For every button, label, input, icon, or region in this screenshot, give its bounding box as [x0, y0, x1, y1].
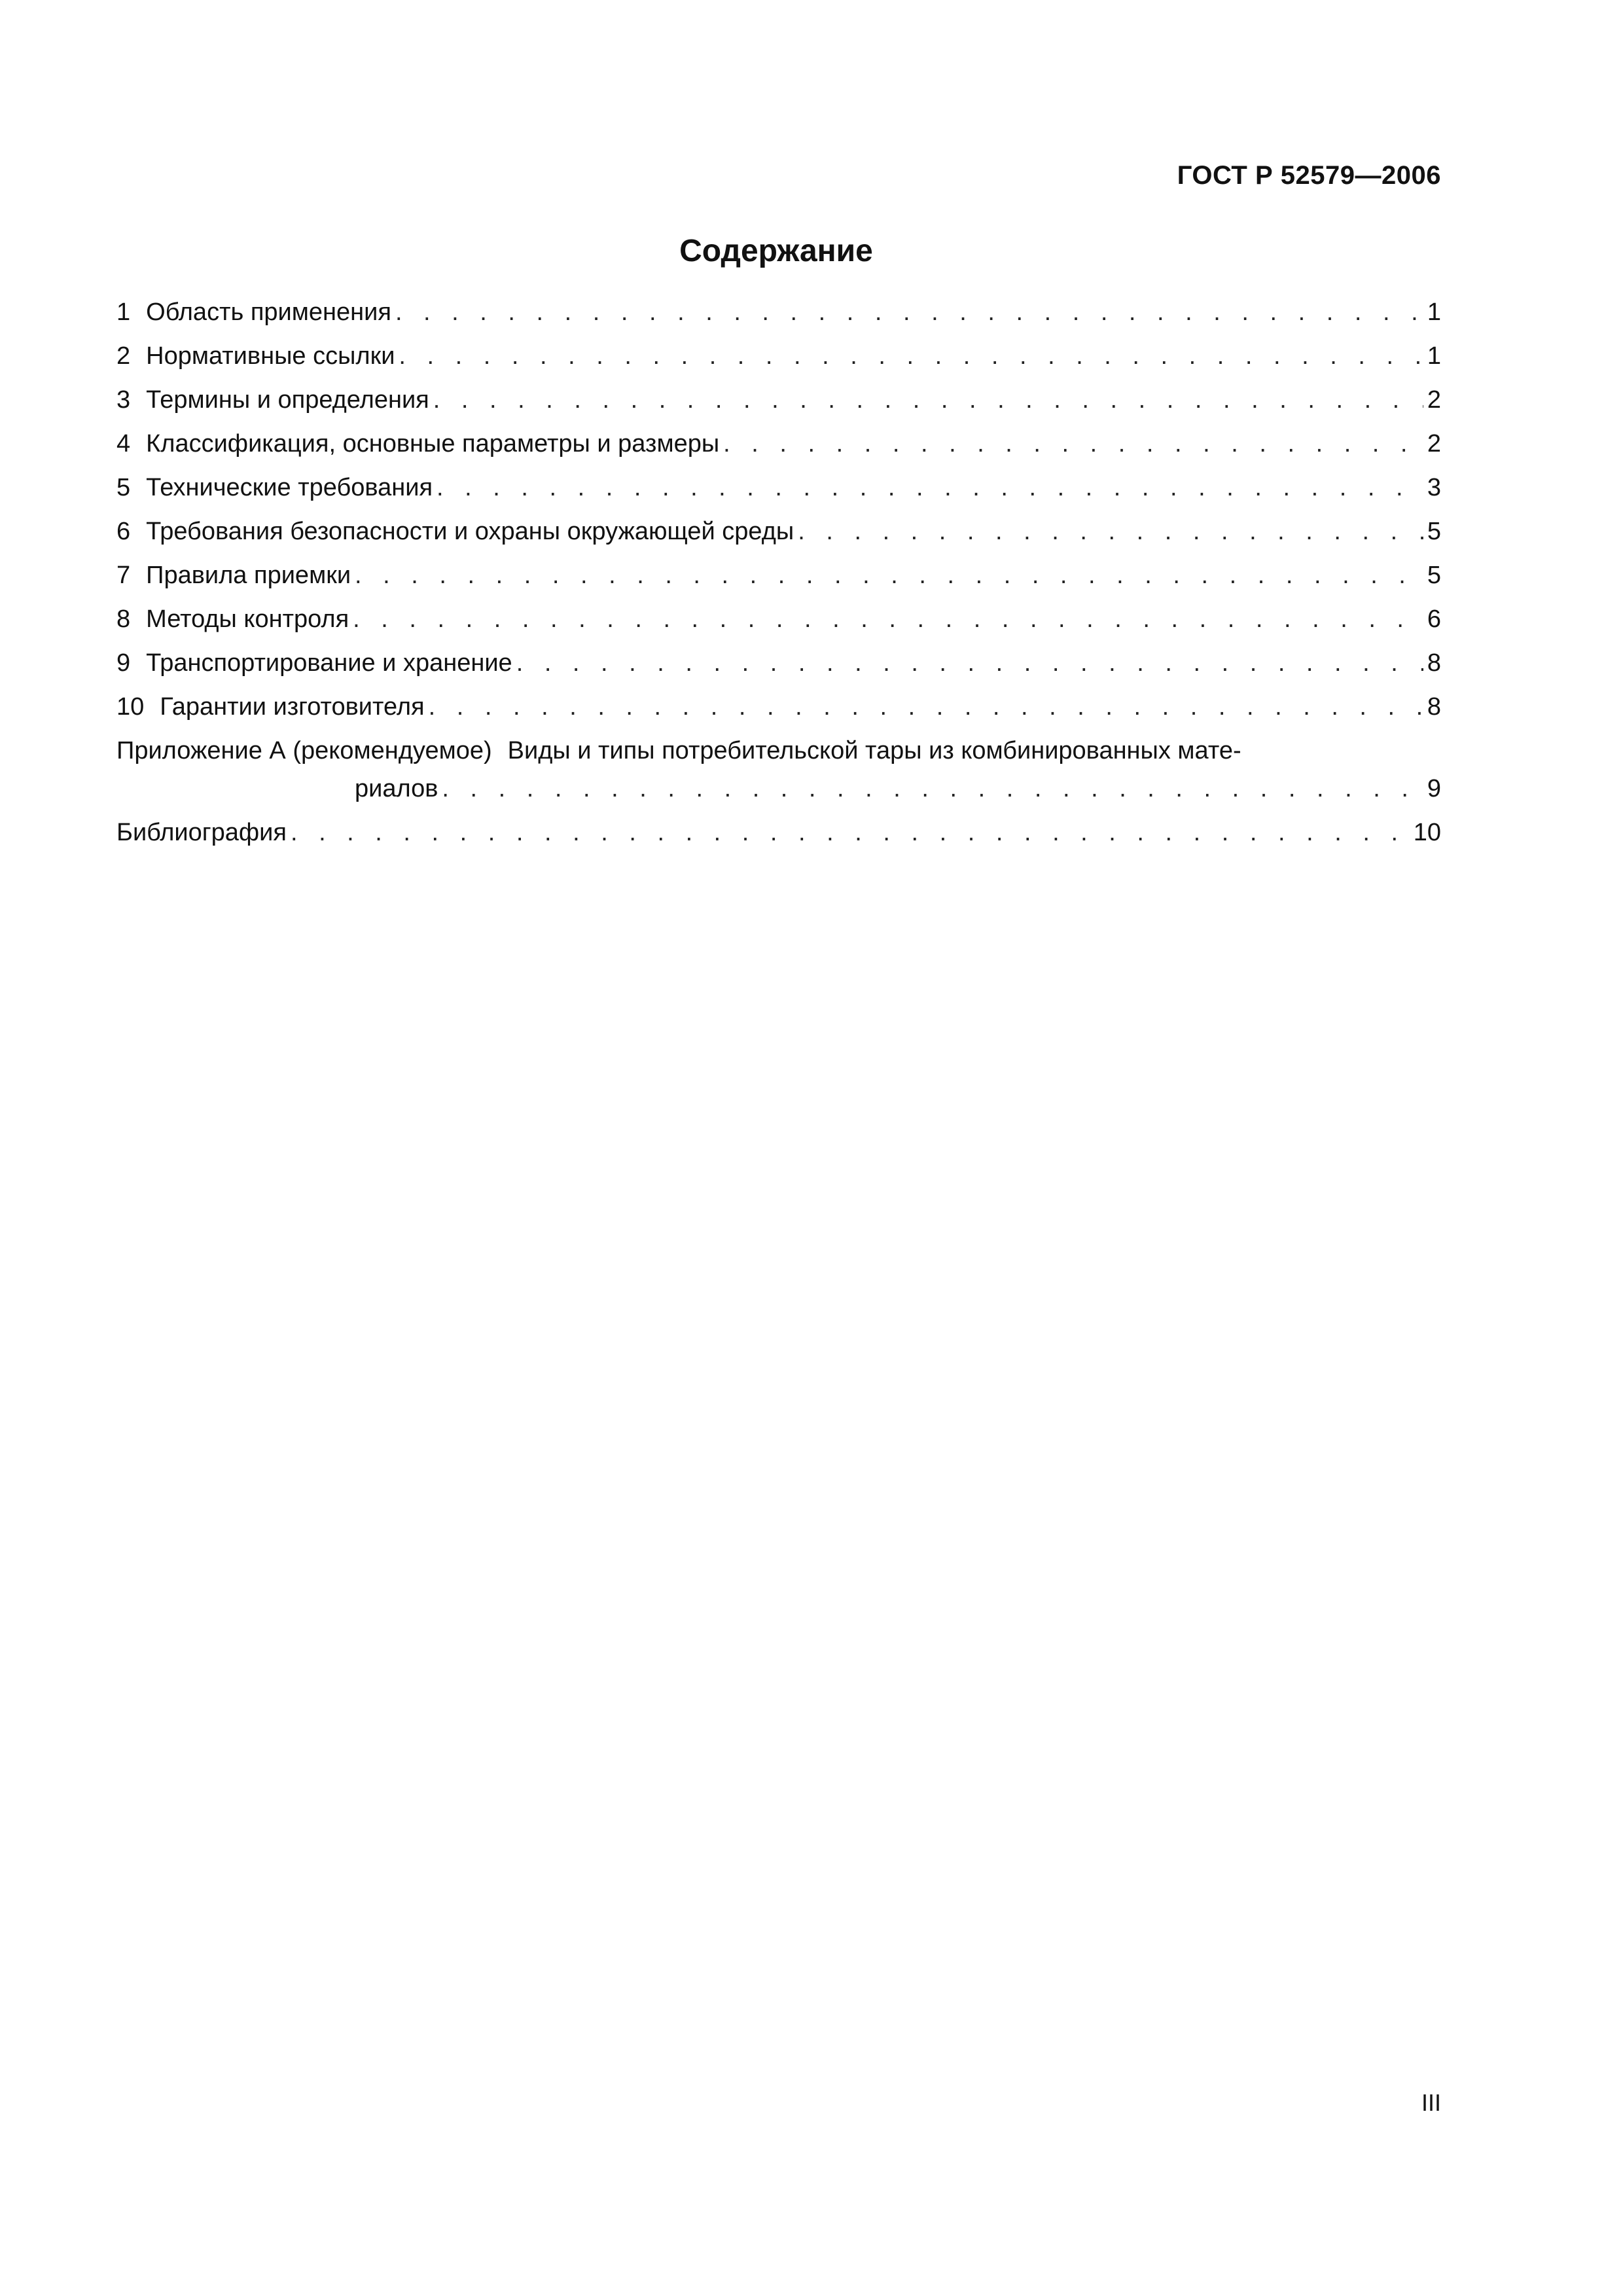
dot-leader — [399, 342, 1423, 370]
toc-entry-number: 4 — [116, 430, 131, 457]
toc-entry[interactable] — [116, 474, 1441, 518]
toc-entry-page: 1 — [1427, 342, 1441, 370]
bibliography-title: Библиография — [116, 819, 287, 846]
dot-leader — [798, 518, 1423, 546]
dot-leader — [395, 298, 1423, 327]
toc-entry-page: 2 — [1427, 386, 1441, 414]
toc-entry-title: Транспортирование и хранение — [146, 649, 512, 677]
toc-entry-page: 5 — [1427, 562, 1441, 589]
toc-entry-title: Классификация, основные параметры и размеры — [146, 430, 720, 457]
toc-entry-title: Область применения — [146, 298, 391, 326]
toc-title: Содержание — [679, 234, 873, 268]
bibliography-page: 10 — [1413, 819, 1441, 846]
toc-entry-number: 1 — [116, 298, 131, 326]
toc-entry-page: 8 — [1427, 649, 1441, 677]
toc-entry[interactable] — [116, 518, 1441, 562]
dot-leader — [442, 775, 1423, 803]
dot-leader — [355, 562, 1423, 590]
toc-entry-page: 1 — [1427, 298, 1441, 326]
toc-entry-title: Термины и определения — [146, 386, 429, 414]
annex-title-line1: Виды и типы потребительской тары из комбинированных мате- — [507, 737, 1241, 764]
dot-leader — [516, 649, 1423, 677]
toc-entry-title: Нормативные ссылки — [146, 342, 395, 370]
toc-entry-number: 5 — [116, 474, 131, 501]
toc-entry-title: Правила приемки — [146, 562, 351, 589]
document-code: ГОСТ Р 52579—2006 — [1177, 161, 1441, 190]
toc-entry-page: 5 — [1427, 518, 1441, 545]
toc-entry[interactable] — [116, 342, 1441, 386]
toc-entry[interactable] — [116, 298, 1441, 342]
table-of-contents — [116, 298, 1441, 863]
toc-entry[interactable] — [116, 605, 1441, 649]
toc-entry-number: 3 — [116, 386, 131, 414]
dot-leader — [353, 605, 1423, 634]
dot-leader — [429, 693, 1423, 721]
dot-leader — [433, 386, 1423, 414]
annex-title-line2: риалов — [355, 775, 438, 802]
toc-entry-page: 2 — [1427, 430, 1441, 457]
toc-entry-title: Методы контроля — [146, 605, 349, 633]
dot-leader — [723, 430, 1423, 458]
toc-entry-page: 3 — [1427, 474, 1441, 501]
toc-entry-number: 9 — [116, 649, 131, 677]
dot-leader — [437, 474, 1423, 502]
toc-entry-title: Требования безопасности и охраны окружающей среды — [146, 518, 794, 545]
toc-entry-number: 6 — [116, 518, 131, 545]
toc-entry[interactable] — [116, 562, 1441, 605]
annex-label: Приложение А (рекомендуемое) — [116, 737, 492, 764]
toc-entry-page: 8 — [1427, 693, 1441, 721]
toc-entry[interactable] — [116, 649, 1441, 693]
page-number: III — [1421, 2089, 1441, 2116]
toc-entry[interactable] — [116, 430, 1441, 474]
toc-bibliography-entry[interactable] — [116, 819, 1441, 863]
annex-page: 9 — [1427, 775, 1441, 802]
toc-entry-title: Технические требования — [146, 474, 433, 501]
toc-entry-number: 7 — [116, 562, 131, 589]
toc-entry-number: 10 — [116, 693, 145, 721]
toc-entry-page: 6 — [1427, 605, 1441, 633]
dot-leader — [291, 819, 1410, 847]
toc-entry-number: 8 — [116, 605, 131, 633]
toc-annex-entry[interactable] — [116, 737, 1441, 819]
toc-entry[interactable] — [116, 386, 1441, 430]
toc-entry-number: 2 — [116, 342, 131, 370]
toc-entry[interactable] — [116, 693, 1441, 737]
toc-entry-title: Гарантии изготовителя — [160, 693, 425, 721]
